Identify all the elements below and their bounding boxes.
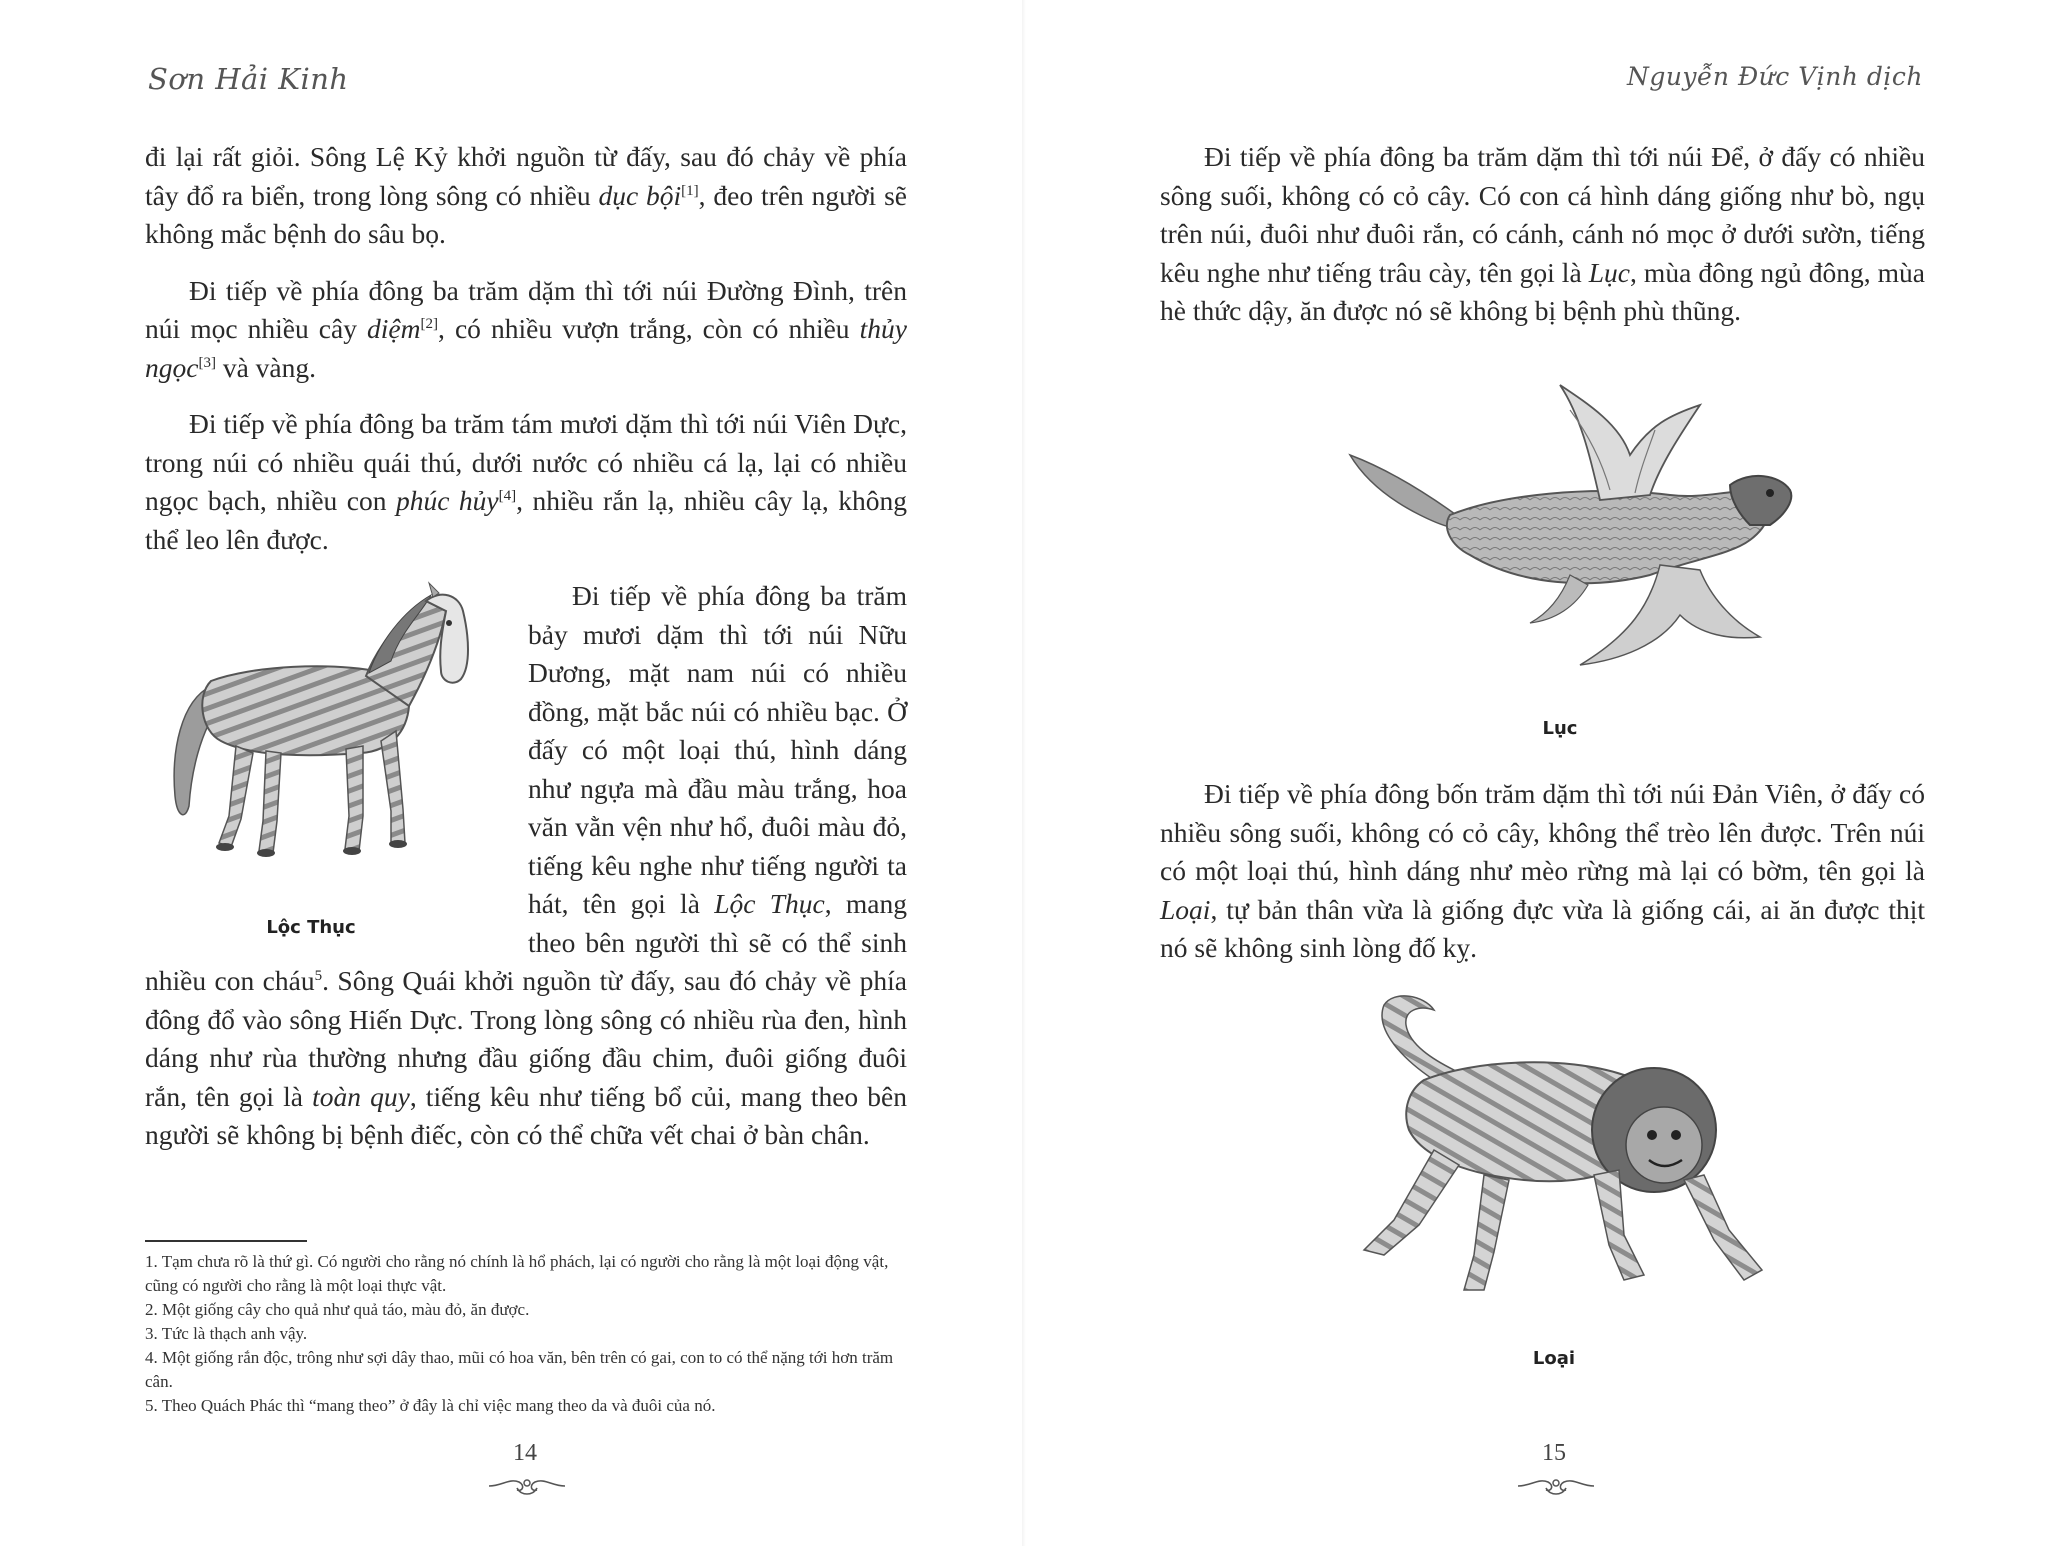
page-number: 15 [1542, 1440, 1566, 1466]
running-head-book-title: Sơn Hải Kinh [148, 62, 349, 96]
footnote: 4. Một giống rắn độc, trông như sợi dây thao, mũi có hoa văn, bên trên có gai, con to có thể nặng tới hơn trăm cân. [145, 1348, 894, 1391]
flourish-ornament-icon [487, 1474, 567, 1500]
page-number: 14 [513, 1440, 537, 1466]
horse-illustration [141, 581, 481, 901]
paragraph: Đi tiếp về phía đông ba trăm dặm thì tới núi Để, ở đấy có nhiều sông suối, không có cỏ cây. Có con cá hình dáng giống như bò, ngụ trên núi, đuôi như đuôi rắn, có cánh, cánh nó mọc ở dưới sườn, tiếng kêu nghe như tiếng trâu cày, tên gọi là Lục, mùa đông ngủ đông, mùa hè thức dậy, ăn được nó sẽ không bị bệnh phù thũng. [1160, 141, 1926, 326]
flourish-ornament-icon [1516, 1474, 1596, 1500]
loc-thuc-figure [141, 581, 506, 936]
paragraph: Đi tiếp về phía đông ba trăm tám mươi dặm thì tới núi Viên Dực, trong núi có nhiều quái thú, dưới nước có nhiều cá lạ, lại có nhiều ngọc bạch, nhiều con phúc hủy[4], nhiều rắn lạ, nhiều cây lạ, không thể leo lên được. [145, 408, 907, 555]
figure-caption: Lộc Thục [266, 917, 356, 938]
right-body-text [1160, 138, 1925, 349]
paragraph: Đi tiếp về phía đông ba trăm dặm thì tới núi Đường Đình, trên núi mọc nhiều cây diệm[2], có nhiều vượn trắng, còn có nhiều thủy ngọc[3] và vàng. [145, 274, 907, 383]
footnote-rule [145, 1240, 307, 1242]
loai-beast-illustration [1324, 990, 1784, 1320]
running-head-translator: Nguyễn Đức Vịnh dịch [1626, 62, 1923, 91]
footnote: 2. Một giống cây cho quả như quả táo, màu đỏ, ăn được. [145, 1300, 530, 1319]
paragraph: Đi tiếp về phía đông bốn trăm dặm thì tới núi Đản Viên, ở đấy có nhiều sông suối, không có cỏ cây, không thể trèo lên được. Trên núi có một loại thú, hình dáng như mèo rừng mà lại có bờm, tên gọi là Loại, tự bản thân vừa là giống đực vừa là giống cái, ai ăn được thịt nó sẽ không sinh lòng đố kỵ. [1160, 778, 1925, 963]
footnotes [145, 1250, 910, 1418]
figure-caption: Lục [1542, 718, 1578, 739]
paragraph: đi lại rất giỏi. Sông Lệ Kỷ khởi nguồn từ đấy, sau đó chảy về phía tây đổ ra biển, trong lòng sông có nhiều dục bội[1], đeo trên người sẽ không mắc bệnh do sâu bọ. [145, 141, 907, 249]
figure-caption: Loại [1532, 1348, 1576, 1369]
footnote: 5. Theo Quách Phác thì “mang theo” ở đây là chỉ việc mang theo da và đuôi của nó. [145, 1396, 716, 1415]
right-page [1024, 0, 2048, 1546]
paragraph: Đi tiếp về phía đông ba trăm bảy mươi dặm thì tới núi Nữu Dương, mặt nam núi có nhiều đồng, mặt bắc núi có nhiều bạc. Ở đấy có một loại thú, hình dáng như ngựa mà đầu màu trắng, hoa văn vằn vện như hổ, đuôi màu đỏ, tiếng kêu nghe như tiếng người ta hát, tên gọi là Lộc Thục, mang theo bên người thì sẽ có thể sinh nhiều con cháu$^5$. Sông Quái khởi nguồn từ đấy, sau đó chảy về phía đông đổ vào sông Hiến Dực. Trong lòng sông có nhiều rùa đen, hình dáng như rùa thường nhưng đầu giống đầu chim, đuôi giống đuôi rắn, tên gọi là toàn quy, tiếng kêu như tiếng bổ củi, mang theo bên người sẽ không bị bệnh điếc, còn có thể chữa vết chai ở bàn chân. [145, 580, 908, 1150]
right-body-text-2 [1160, 775, 1925, 986]
left-body-text [145, 138, 907, 1173]
footnote: 3. Tức là thạch anh vậy. [145, 1324, 308, 1343]
footnote: 1. Tạm chưa rõ là thứ gì. Có người cho rằng nó chính là hổ phách, lại có người cho rằng là một loại động vật, cũng có người cho rằng là một loại thực vật. [145, 1252, 889, 1295]
luc-fish-illustration [1330, 375, 1800, 695]
